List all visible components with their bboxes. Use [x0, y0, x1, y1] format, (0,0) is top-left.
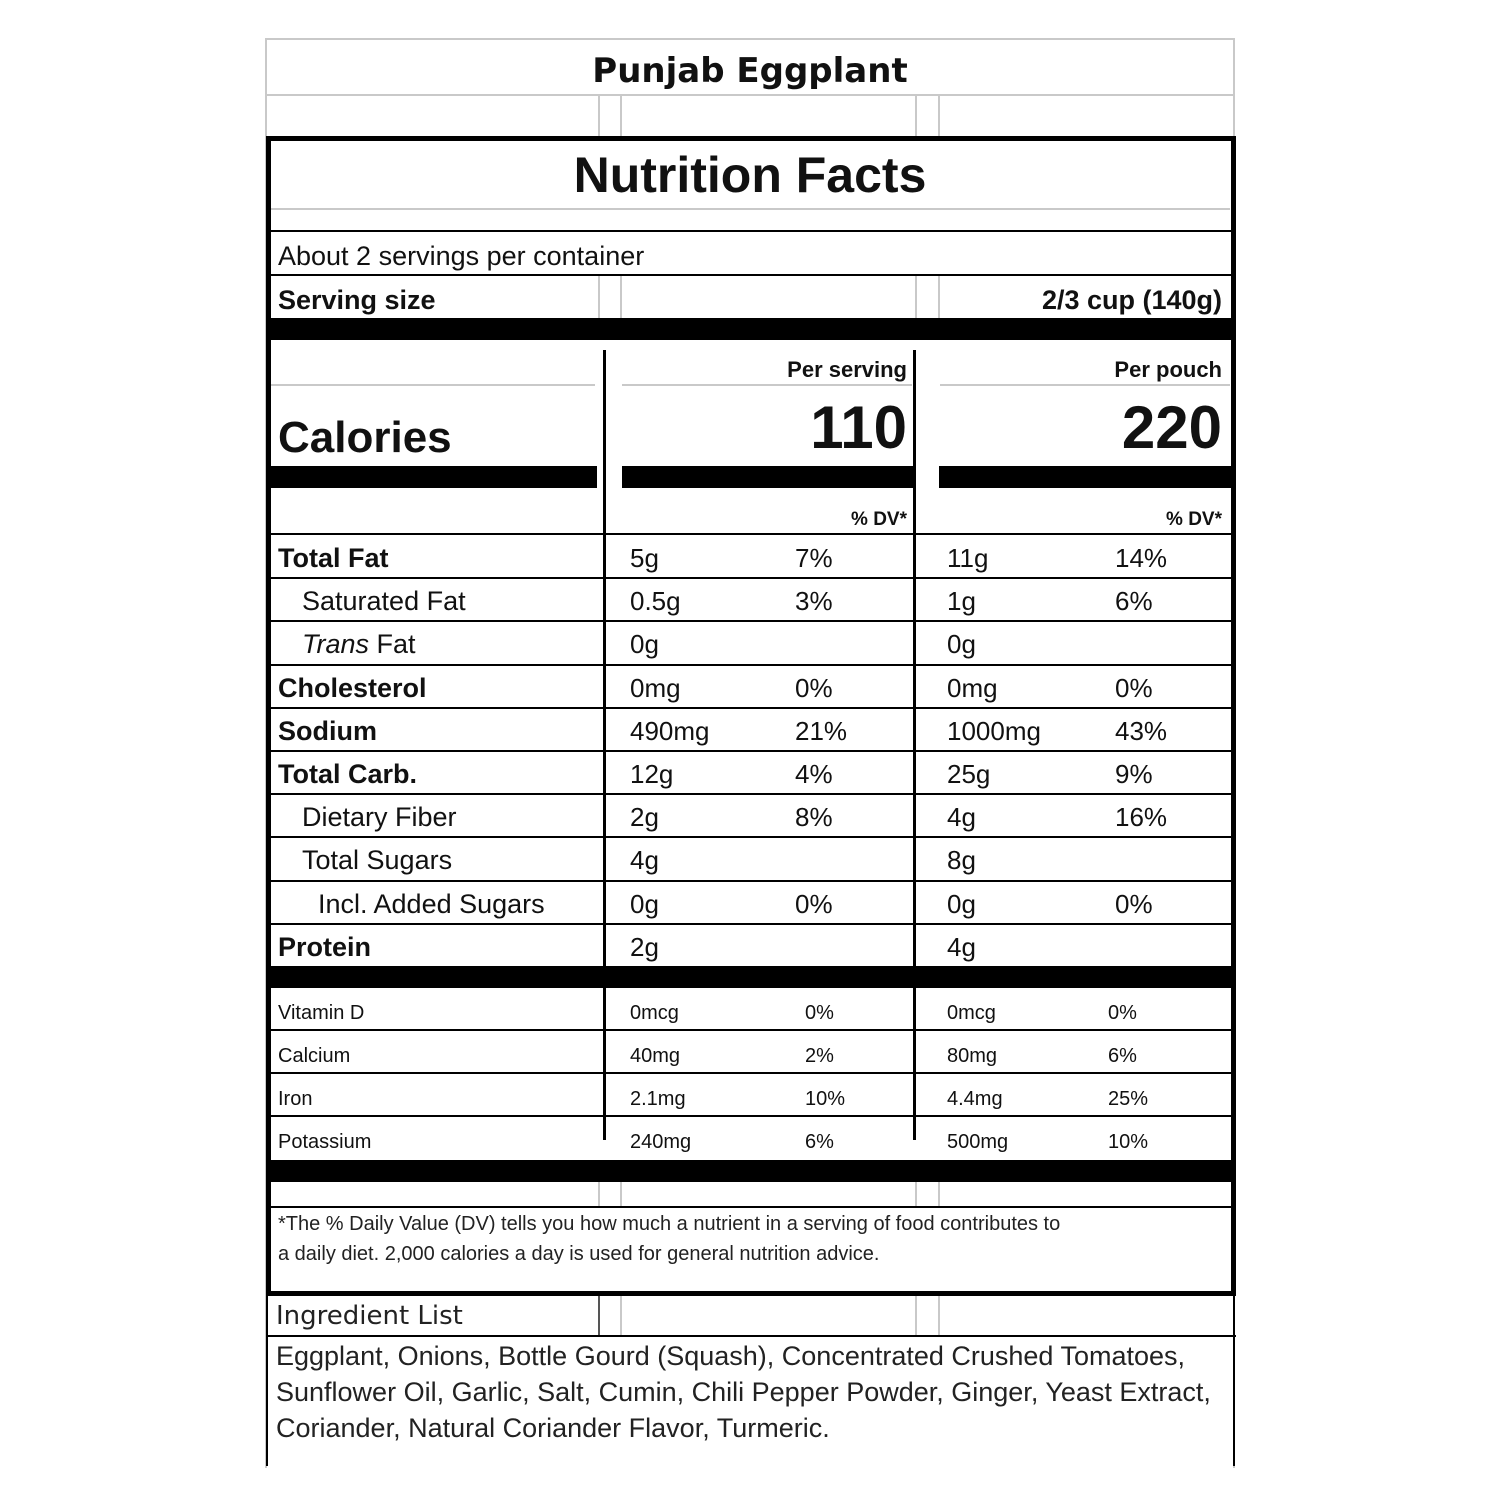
gridline [938, 96, 940, 136]
nutrient-name: Sodium [278, 716, 377, 746]
gridline [938, 1182, 940, 1206]
ingredient-heading-divider [598, 1296, 600, 1336]
row-rule [270, 1115, 1232, 1117]
product-name: Punjab Eggplant [592, 51, 908, 91]
dv-header-rule [270, 533, 1232, 535]
serving-amount: 490mg [630, 716, 710, 746]
serving-dv: 3% [795, 586, 833, 616]
row-rule [270, 923, 1232, 925]
pouch-dv: 6% [1115, 586, 1153, 616]
nutrient-name: Cholesterol [278, 673, 427, 703]
serving-dv: 10% [805, 1088, 846, 1110]
serving-dv: 0% [795, 673, 833, 703]
pouch-dv: 16% [1115, 802, 1168, 832]
dv-header-serving: % DV* [851, 509, 907, 530]
pouch-amount: 0g [947, 629, 976, 659]
ingredient-border-left [266, 1296, 268, 1466]
gridline [622, 384, 912, 386]
nutrient-name: Incl. Added Sugars [318, 889, 545, 919]
pouch-amount: 11g [947, 543, 989, 573]
nutrient-name: Protein [278, 932, 372, 962]
ingredient-list-text: Eggplant, Onions, Bottle Gourd (Squash), Concentrated Crushed Tomatoes, Sunflower Oil, Garlic, Salt, Cumin, Chili Pepper Powder, Ginger, Yeast Extract, Coriander, Natural Coriander Flavor, Turmeric. [276, 1341, 1211, 1443]
ingredient-list-heading: Ingredient List [276, 1301, 463, 1331]
protein-bar [270, 966, 1232, 988]
pouch-amount: 80mg [947, 1045, 998, 1067]
footnote-line-2: a daily diet. 2,000 calories a day is used for general nutrition advice. [278, 1243, 880, 1265]
gridline [940, 384, 1230, 386]
serving-amount: 0g [630, 629, 659, 659]
dv-header-pouch: % DV* [1166, 509, 1222, 530]
label-border-left [266, 136, 271, 1296]
serving-amount: 2g [630, 802, 659, 832]
serving-dv: 0% [795, 889, 833, 919]
vitamin-name: Vitamin D [278, 1002, 365, 1024]
serving-size-label: Serving size [278, 285, 436, 315]
ingredient-rule [266, 1335, 1236, 1337]
gridline [270, 384, 595, 386]
serving-amount: 4g [630, 845, 659, 875]
nutrient-name: Total Sugars [302, 845, 453, 875]
gridline [915, 1296, 917, 1336]
row-rule [270, 620, 1232, 622]
ingredient-border-right [1233, 1296, 1235, 1466]
nutrient-name: Total Carb. [278, 759, 418, 789]
gridline [915, 1182, 917, 1206]
per-serving-header: Per serving [787, 357, 907, 382]
nutrient-name [302, 631, 416, 658]
row-rule [270, 750, 1232, 752]
label-border-top [266, 136, 1236, 141]
serving-amount: 0g [630, 889, 659, 919]
pouch-dv: 0% [1115, 673, 1153, 703]
pouch-dv: 10% [1108, 1131, 1149, 1153]
pouch-amount: 1g [947, 586, 976, 616]
serving-amount: 0.5g [630, 586, 681, 616]
pouch-dv: 43% [1115, 716, 1168, 746]
serving-dv: 21% [795, 716, 848, 746]
nutrient-name: Saturated Fat [302, 586, 466, 616]
row-rule [270, 1072, 1232, 1074]
column-divider-left [603, 350, 606, 1140]
pouch-amount: 25g [947, 759, 991, 789]
row-rule [270, 836, 1232, 838]
row-rule [270, 793, 1232, 795]
servings-per-container: About 2 servings per container [278, 241, 645, 271]
pouch-dv: 0% [1108, 1002, 1137, 1024]
pouch-dv: 25% [1108, 1088, 1149, 1110]
gridline [915, 96, 917, 136]
serving-dv: 7% [795, 543, 833, 573]
nutrient-name: Total Fat [278, 543, 389, 573]
vitamin-name: Calcium [278, 1045, 351, 1067]
serving-dv: 8% [795, 802, 833, 832]
serving-amount: 40mg [630, 1045, 681, 1067]
serving-size-bar [270, 318, 1232, 340]
vitamins-bar [270, 1160, 1232, 1182]
calories-bar-1 [270, 466, 597, 488]
pouch-amount: 0mcg [947, 1002, 996, 1024]
calories-per-pouch: 220 [1121, 394, 1222, 461]
gridline [620, 96, 622, 136]
gridline [620, 276, 622, 318]
pouch-amount: 0mg [947, 673, 998, 703]
nutrient-name: Dietary Fiber [302, 802, 457, 832]
serving-amount: 12g [630, 759, 674, 789]
pouch-amount: 1000mg [947, 716, 1041, 746]
row-rule [270, 707, 1232, 709]
serving-dv: 4% [795, 759, 833, 789]
serving-dv: 2% [805, 1045, 834, 1067]
pouch-dv: 14% [1115, 543, 1168, 573]
row-rule [270, 577, 1232, 579]
pouch-amount: 500mg [947, 1131, 1009, 1153]
serving-amount: 5g [630, 543, 659, 573]
gridline [938, 1296, 940, 1336]
pouch-amount: 4.4mg [947, 1088, 1003, 1110]
row-rule [270, 880, 1232, 882]
gridline [265, 38, 1235, 40]
serving-amount: 2.1mg [630, 1088, 686, 1110]
pouch-dv: 9% [1115, 759, 1153, 789]
label-border-bottom [266, 1291, 1236, 1296]
pouch-amount: 8g [947, 845, 976, 875]
calories-bar-2 [622, 466, 915, 488]
pouch-dv: 6% [1108, 1045, 1137, 1067]
per-pouch-header: Per pouch [1114, 357, 1222, 382]
gridline [598, 1182, 600, 1206]
gridline [915, 276, 917, 318]
calories-bar-3 [939, 466, 1232, 488]
pouch-dv: 0% [1115, 889, 1153, 919]
vitamin-name: Iron [278, 1088, 313, 1110]
pouch-amount: 4g [947, 932, 976, 962]
footnote-rule [270, 1206, 1232, 1208]
label-border-right [1231, 136, 1236, 1296]
vitamin-name: Potassium [278, 1131, 372, 1153]
serving-amount: 0mcg [630, 1002, 679, 1024]
gridline [938, 276, 940, 318]
gridline [598, 276, 600, 318]
pouch-amount: 0g [947, 889, 976, 919]
column-divider-right [913, 350, 916, 1140]
gridline [265, 94, 1235, 96]
gridline [598, 96, 600, 136]
pouch-amount: 4g [947, 802, 976, 832]
serving-dv: 0% [805, 1002, 834, 1024]
gridline [270, 208, 1230, 210]
gridline [620, 1182, 622, 1206]
title-rule [270, 230, 1232, 232]
footnote-line-1: *The % Daily Value (DV) tells you how much a nutrient in a serving of food contributes to [278, 1213, 1061, 1235]
serving-amount: 240mg [630, 1131, 692, 1153]
nutrient-name-rest: Fat [369, 629, 416, 659]
servings-rule [270, 274, 1232, 276]
calories-label: Calories [278, 413, 452, 462]
serving-dv: 6% [805, 1131, 834, 1153]
nutrient-name-italic: Trans [302, 629, 370, 659]
gridline [620, 1296, 622, 1336]
serving-amount: 0mg [630, 673, 681, 703]
serving-size-value: 2/3 cup (140g) [1041, 285, 1222, 315]
label-title: Nutrition Facts [573, 147, 927, 203]
row-rule [270, 664, 1232, 666]
calories-per-serving: 110 [810, 394, 907, 461]
row-rule [270, 1029, 1232, 1031]
serving-amount: 2g [630, 932, 659, 962]
